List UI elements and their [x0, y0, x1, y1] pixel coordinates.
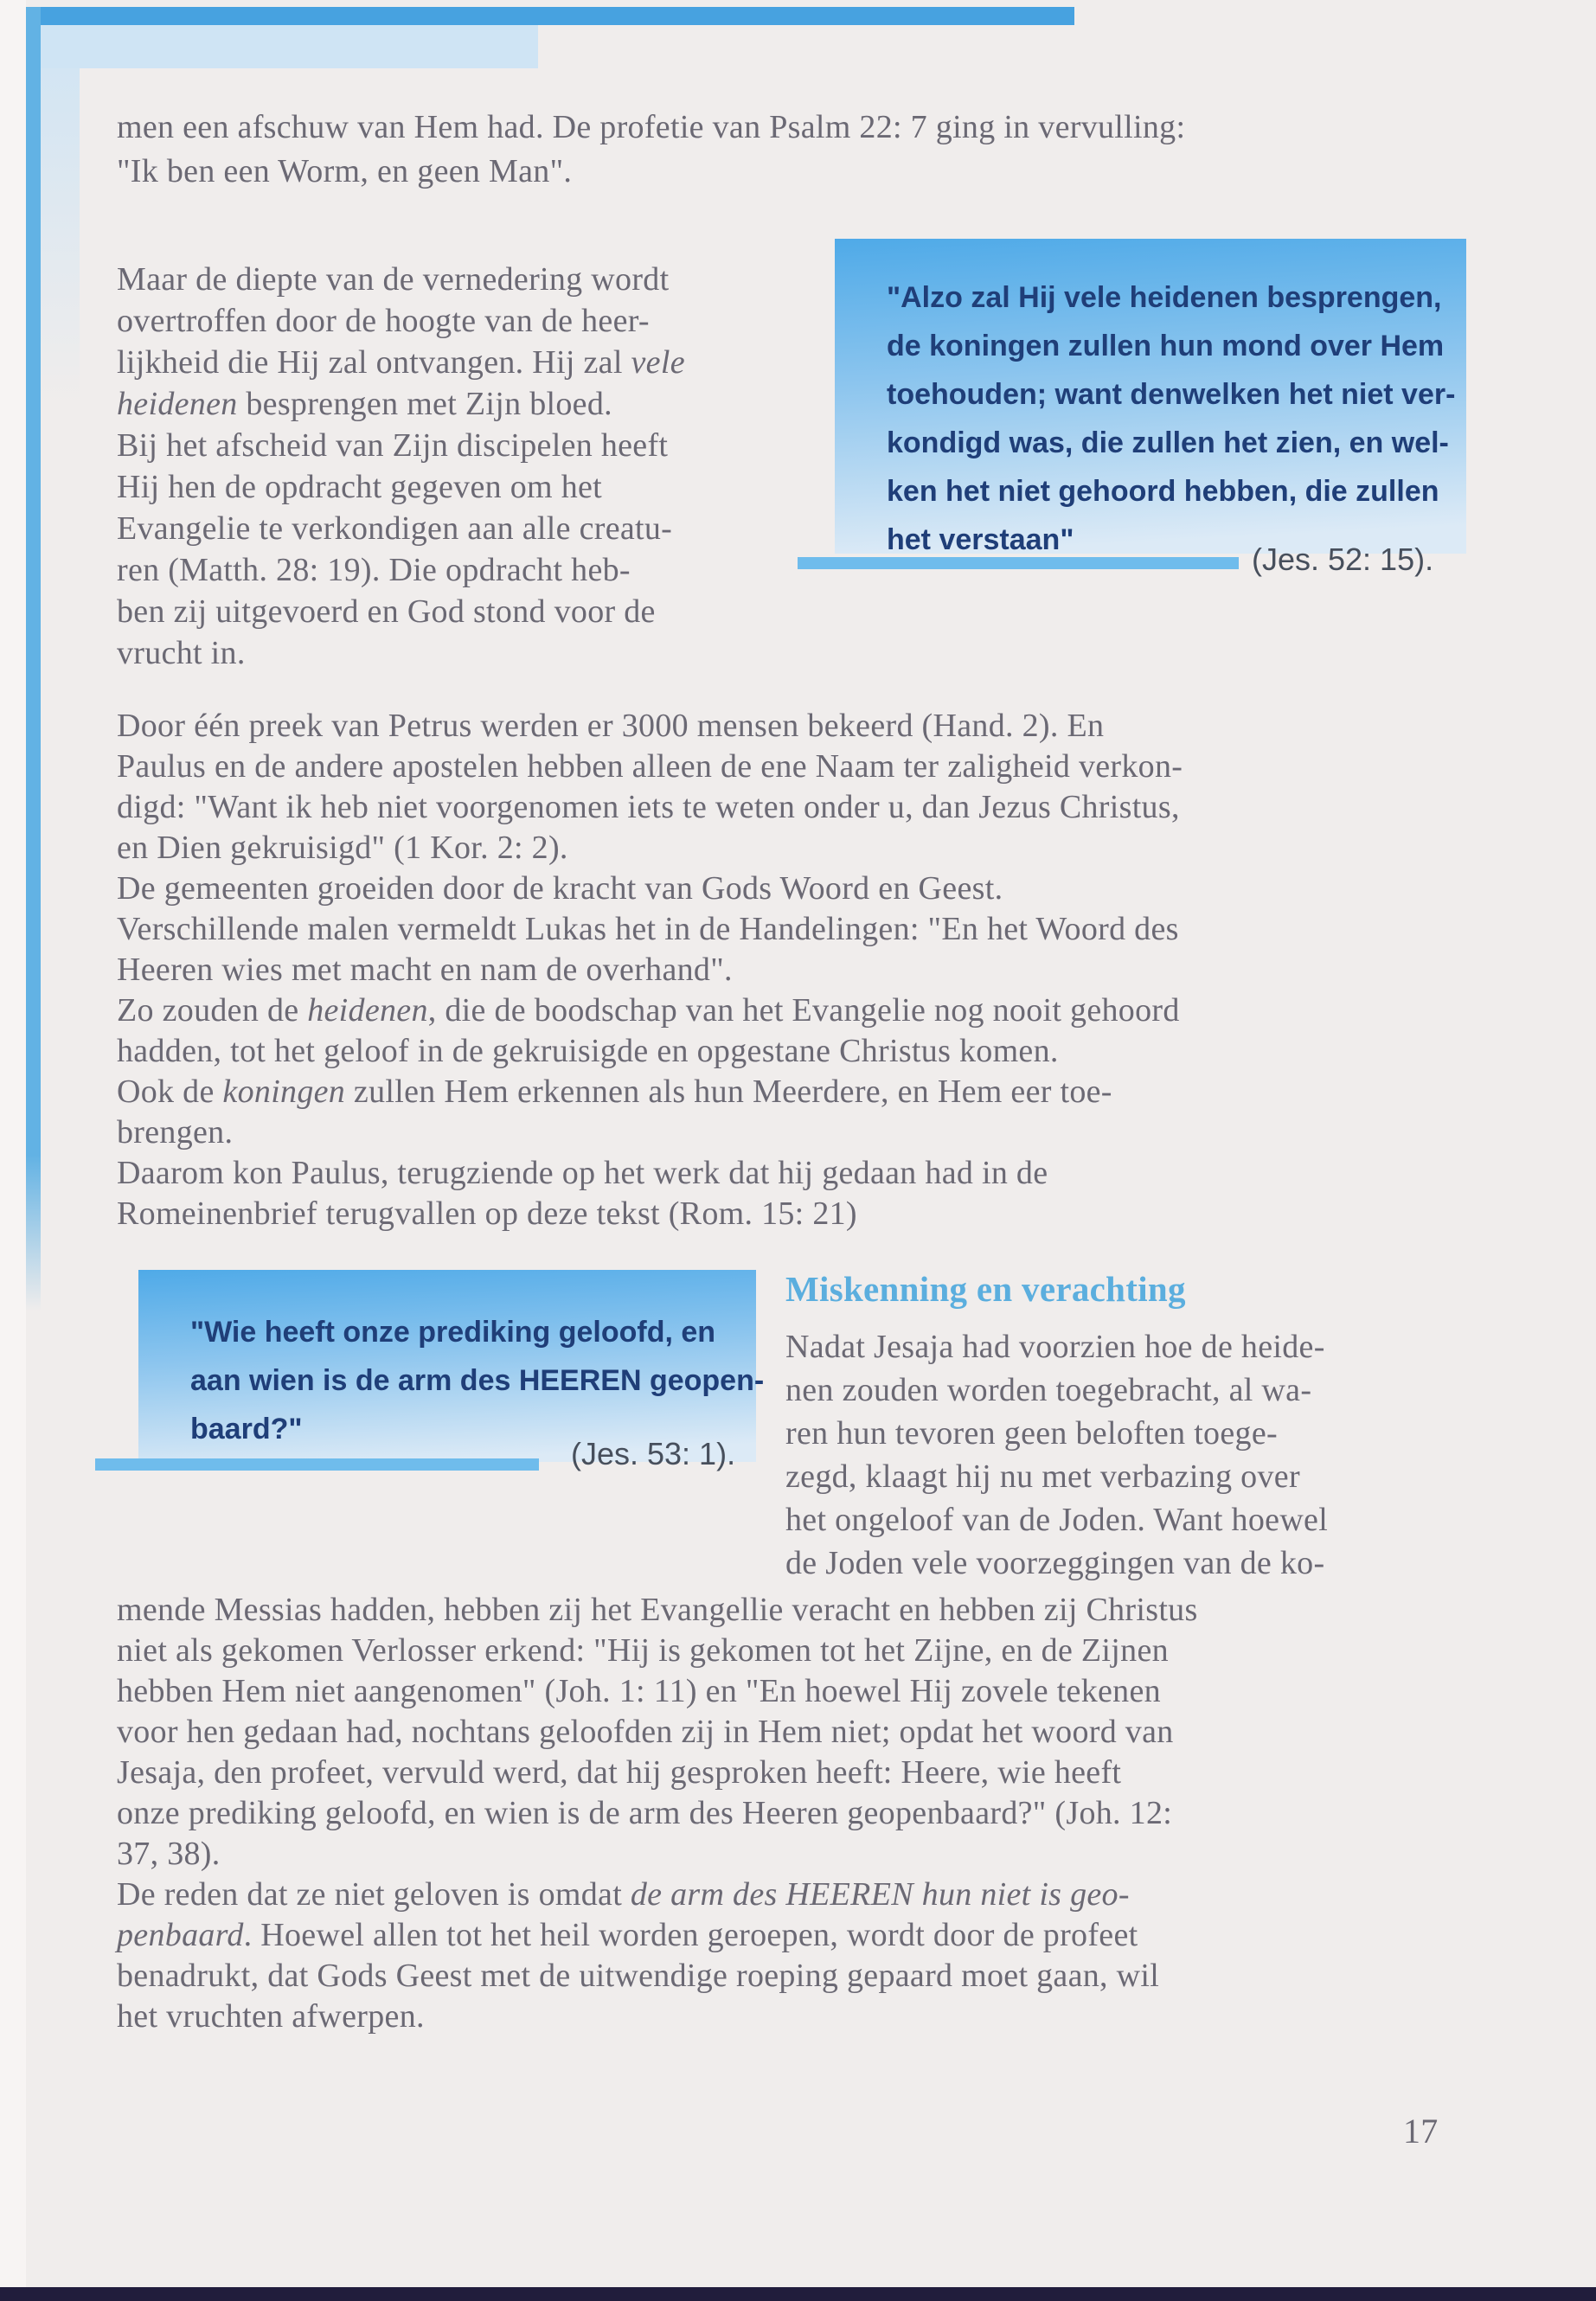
intro-paragraph: men een afschuw van Hem had. De profetie van Psalm 22: 7 ging in vervulling: "Ik ben een Worm, en geen Man". — [117, 109, 1186, 189]
right-column-paragraph: Nadat Jesaja had voorzien hoe de heide- nen zouden worden toegebracht, al wa- ren hun tevoren geen beloften toege- zegd, klaagt hij nu met verbazing over het ongeloof van de Joden. Want hoewel de Joden vele voorzeggingen van de ko- — [785, 1329, 1329, 1581]
body-paragraph-1: Door één preek van Petrus werden er 3000 mensen bekeerd (Hand. 2). En Paulus en de andere apostelen hebben alleen de ene Naam ter zaligheid verkon- digd: "Want ik heb niet voorgenomen iets te weten onder u, dan Jezus Christus, en Dien gekruisigd" (1 Kor. 2: 2). De gemeenten groeiden door de kracht van Gods Woord en Geest. Verschillende malen vermeldt Lukas het in de Handelingen: "En het Woord des Heeren wies met macht en nam de overhand". Zo zouden de heidenen, die de boodschap van het Evangelie nog nooit gehoord hadden, tot het geloof in de gekruisigde en opgestane Christus komen. Ook de koningen zullen Hem erkennen als hun Meerdere, en Hem eer toe- brengen. Daarom kon Paulus, terugziende op het werk dat hij gedaan had in de Romeinenbrief terugvallen op deze tekst (Rom. 15: 21) — [117, 708, 1183, 1232]
quote-reference-jes-53-1: (Jes. 53: 1). — [571, 1436, 736, 1471]
quote-text: "Wie heeft onze prediking geloofd, en aan wien is de arm des HEEREN geopen- baard?" — [190, 1316, 765, 1445]
left-highlight-band — [41, 25, 80, 406]
quote-underline-bar — [798, 557, 1239, 569]
quote-text: "Alzo zal Hij vele heidenen besprengen, de koningen zullen hun mond over Hem toehouden; want denwelken het niet ver- kondigd was, die zullen het zien, en wel- ken het niet gehoord hebben, die zullen het verstaan" — [887, 281, 1456, 556]
section-heading: Miskenning en verachting — [785, 1269, 1186, 1309]
top-highlight-band — [41, 25, 538, 68]
page-number: 17 — [1403, 2112, 1439, 2150]
quote-reference-jes-52-15: (Jes. 52: 15). — [1252, 542, 1434, 577]
quote-box-jes-52-15 — [835, 239, 1466, 554]
bottom-footer-bar — [0, 2287, 1596, 2301]
quote-box-jes-53-1 — [138, 1270, 765, 1462]
left-accent-strip — [26, 7, 41, 1311]
scan-left-margin — [0, 0, 26, 2289]
body-paragraph-2: mende Messias hadden, hebben zij het Evangellie veracht en hebben zij Christus niet als gekomen Verlosser erkend: "Hij is gekomen tot het Zijne, en de Zijnen hebben Hem niet aangenomen" (Joh. 1: 11) en "En hoewel Hij zovele tekenen voor hen gedaan had, nochtans geloofden zij in Hem niet; opdat het woord van Jesaja, den profeet, vervuld werd, dat hij gesproken heeft: Heere, wie heeft onze prediking geloofd, en wien is de arm des Heeren geopenbaard?" (Joh. 12: 37, 38). De reden dat ze niet geloven is omdat de arm des HEEREN hun niet is geo- penbaard. Hoewel allen tot het heil worden geroepen, wordt door de profeet benadrukt, dat Gods Geest met de uitwendige roeping gepaard moet gaan, wil het vruchten afwerpen. — [117, 1592, 1198, 2035]
left-column-paragraph: Maar de diepte van de vernedering wordt overtroffen door de hoogte van de heer- lijkheid die Hij zal ontvangen. Hij zal vele heidenen besprengen met Zijn bloed. Bij het afscheid van Zijn discipelen heeft Hij hen de opdracht gegeven om het Evangelie te verkondigen aan alle creatu- ren (Matth. 28: 19). Die opdracht heb- ben zij uitgevoerd en God stond voor de vrucht in. — [117, 261, 685, 671]
top-accent-bar — [26, 7, 1074, 25]
quote-underline-bar — [95, 1458, 539, 1471]
